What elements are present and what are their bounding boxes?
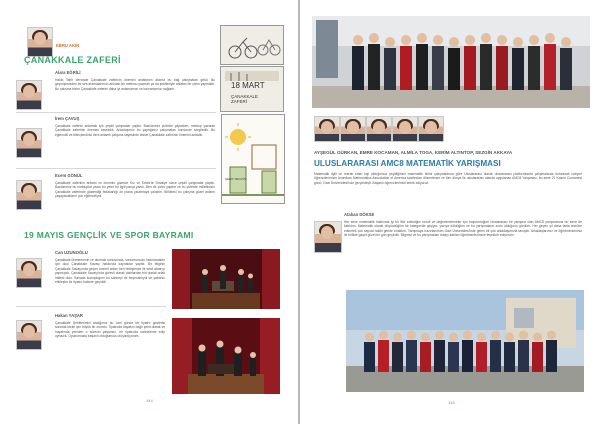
section-title-19-mayis: 19 MAYIS GENÇLİK VE SPOR BAYRAMI: [24, 230, 194, 240]
entry-name: İrem ÇAVUŞ: [55, 116, 80, 121]
student-photo: [16, 128, 42, 158]
photo-stage-performance-2: [172, 318, 280, 394]
photo-group-bottom: [346, 290, 584, 392]
entry-text: Çanakkale zaferinin anlamı ve önemini güzelce Kız ve Erkek'te Sırtaliye sizce çeşitli çalışmalar yaptık. Bazılarımız bu mektuplar yazdı bu yeter bir ilgili parça yazdı. Ben de çizim yaptım ve bu çizimde millettinizin Çanakkale zaferinde gösterdiği fedakarlığı ön plana çıkarmaya çalıştım. Birlikteki bu çalışma güzel anlamı yaşayacakların çok eğlenceliydi.: [55, 181, 215, 199]
student-photo: [16, 258, 42, 288]
stage-scene: [172, 318, 280, 394]
student-photo: [16, 180, 42, 210]
entry-name: Can UZUNOĞLU: [55, 250, 88, 255]
group-photo-scene: [346, 290, 584, 392]
divider: [16, 306, 166, 307]
teacher-photo: [392, 116, 418, 142]
sketch-caption: ŞEHİT MEVZİSİ: [225, 177, 247, 181]
sketch-18-mart: [220, 66, 284, 112]
entry-text: Hakkı Tarih dersinde Çanakkale zaferinin önemini anlatırken aklıma bu bağ çalışmaları geldi. Bu geçmişimizden bir ses aramalarımızı ablıdan bir metinsu yazmak ya da şekilleriyle anlatan bir çizim yapmaktı. Bu çalışma bizim Çanakkale zaferini daha iyi anlamamızı ve kavramamızı sağladı.: [55, 78, 215, 91]
entry-text: Çanakkale Şehitlerimizi andığımız bu özel günde bir tiyatro gösterisi sunmak bizim için büyük bir onurdu. Tiyatroda hayatını bağlı şehit olarak ve hayatında yeniden o sürecin yaşamını, bir tiyatroda sahneleme edip oynadık. Oyunumuzla başarılı olduğumuzu düşünüyorum.: [55, 321, 165, 339]
intro-text: Matematik ilgili ve merak eden kişi olduğumuz çeşitliğimizi matematik bilimi çalışmalarına göre Uluslararası olarak uluslararası platformlarda çalışmalarda bulunmak isteyen öğrencilerimizin Amerikan Mathematics Association of America tarafından düzenlenen ve tüm dünya ile uluslararası alanda uygulanan AMC8 Yarışması, bu sene 21 Kasım Cumartesi günü, Gazi Üniversitesi'nde gerçekleşti. Başarılı öğrencilerimizi tebrik ediyoruz.: [314, 172, 582, 185]
right-page: [300, 0, 600, 424]
entry-name: Alara EĞRİLİ: [55, 70, 81, 75]
photo-group-top: [312, 16, 590, 108]
divider: [16, 168, 216, 169]
stage-scene: [172, 249, 280, 309]
student-photo: [314, 221, 342, 253]
teacher-photo: [418, 116, 444, 142]
entry-name: Hakan YAŞAR: [55, 313, 83, 318]
page-number: 145: [448, 400, 455, 405]
teacher-photo: [314, 116, 340, 142]
photo-stage-performance: [172, 249, 280, 309]
teacher-photo: [340, 116, 366, 142]
section-title-canakkale: ÇANAKKALE ZAFERİ: [24, 55, 121, 65]
author-photo: [27, 27, 53, 57]
entry-text: Çanakkale zaferini anlamak için çeşitli çalışmalar yaptık. Bazılarımız çizimler yaparken, mektup yazarak Çanakkale zaferinin önemini kavradık. Arkadaşımız bu yaptığımız çalışmaları kordonde sergiledik. Bu eğlenceli ve bilinçlendirici ders anlamlı çalışma sayesinde tekrar Çanakkale zaferinin önemini anladık.: [55, 124, 215, 137]
entry-text: Çanakkale iletmemenin ve okumak konusunda, sunumumuzu hazırlamaktır için okul Çanakkale Savaşı hakkında kaynaklar yaptık. Bir bilginin Çanakkale Savaşı'nda geçen önemli anları ben birleşimize ilk sesli aktarıyı yapmıştık. Çanakkale Savaşı'nda görevli olarak olanlardan biri olarak ortak hallesi oldu. Sahada konuştuğum bu sahneyi de heyecanlıydı ve yabancı etkileşim bir tiyatro halinde geçirildi.: [55, 258, 165, 285]
student-text: Her sene matematik hakkında iyi bir fikir edindiğim kendi ve değerlendirmeler için başvurduğum uluslararası bir yarışma olan AMC8 yarışmasına bu sene de katıldım. Matematik olarak düşündüğüm bir kategoride geçiyor, yazıya döktüğüm ve bu yarışmaların zorlu olduğunu gördüm. Her geçen yıl daha fazla tecrübe edinerek çok sayıda rakibi geride bıraktım. Yarışmaya hazırlanırken Gazi Üniversitesi'nde gelen bir çok arkadaşımızla tanıştık. Arkadaşlarımız ve öğretmenlerimiz ile birlikte gayet güzel bir gün geçirdik. Bilgimiz ve bu yarışmadan dolayı katılan öğretmenlerimize teşekkür ediyorum.: [344, 220, 582, 238]
section-title-amc8: ULUSLARARASI AMC8 MATEMATİK YARIŞMASI: [314, 159, 501, 168]
sketch-sehit-mevzisi: [221, 114, 285, 204]
entry-name: Ecem GÖNÜL: [55, 173, 83, 178]
left-page: [0, 0, 298, 424]
student-name: Atahan DÖKSE: [344, 212, 375, 217]
student-photo: [16, 320, 42, 350]
group-photo-scene: [312, 16, 590, 108]
page-number: 144: [146, 398, 153, 403]
header-author: EBRU AKIN: [56, 43, 80, 48]
bicycles-drawing: [221, 26, 283, 64]
sun-and-soldiers-drawing: [222, 115, 284, 203]
sketch-date: 18 MART: [231, 81, 265, 90]
authors-line: AYŞEGÜL GÜRKAN, EMRE KOCAMAN, ALMİLA TOGA, KERİM ALTINTOP, SEZGİN AKKAYA: [314, 150, 513, 155]
student-photo: [16, 80, 42, 110]
teacher-photo: [366, 116, 392, 142]
sketch-caption: ÇANAKKALE ZAFERİ: [231, 94, 259, 104]
divider: [16, 112, 216, 113]
sketch-canakkale-bicycles: [220, 25, 284, 65]
